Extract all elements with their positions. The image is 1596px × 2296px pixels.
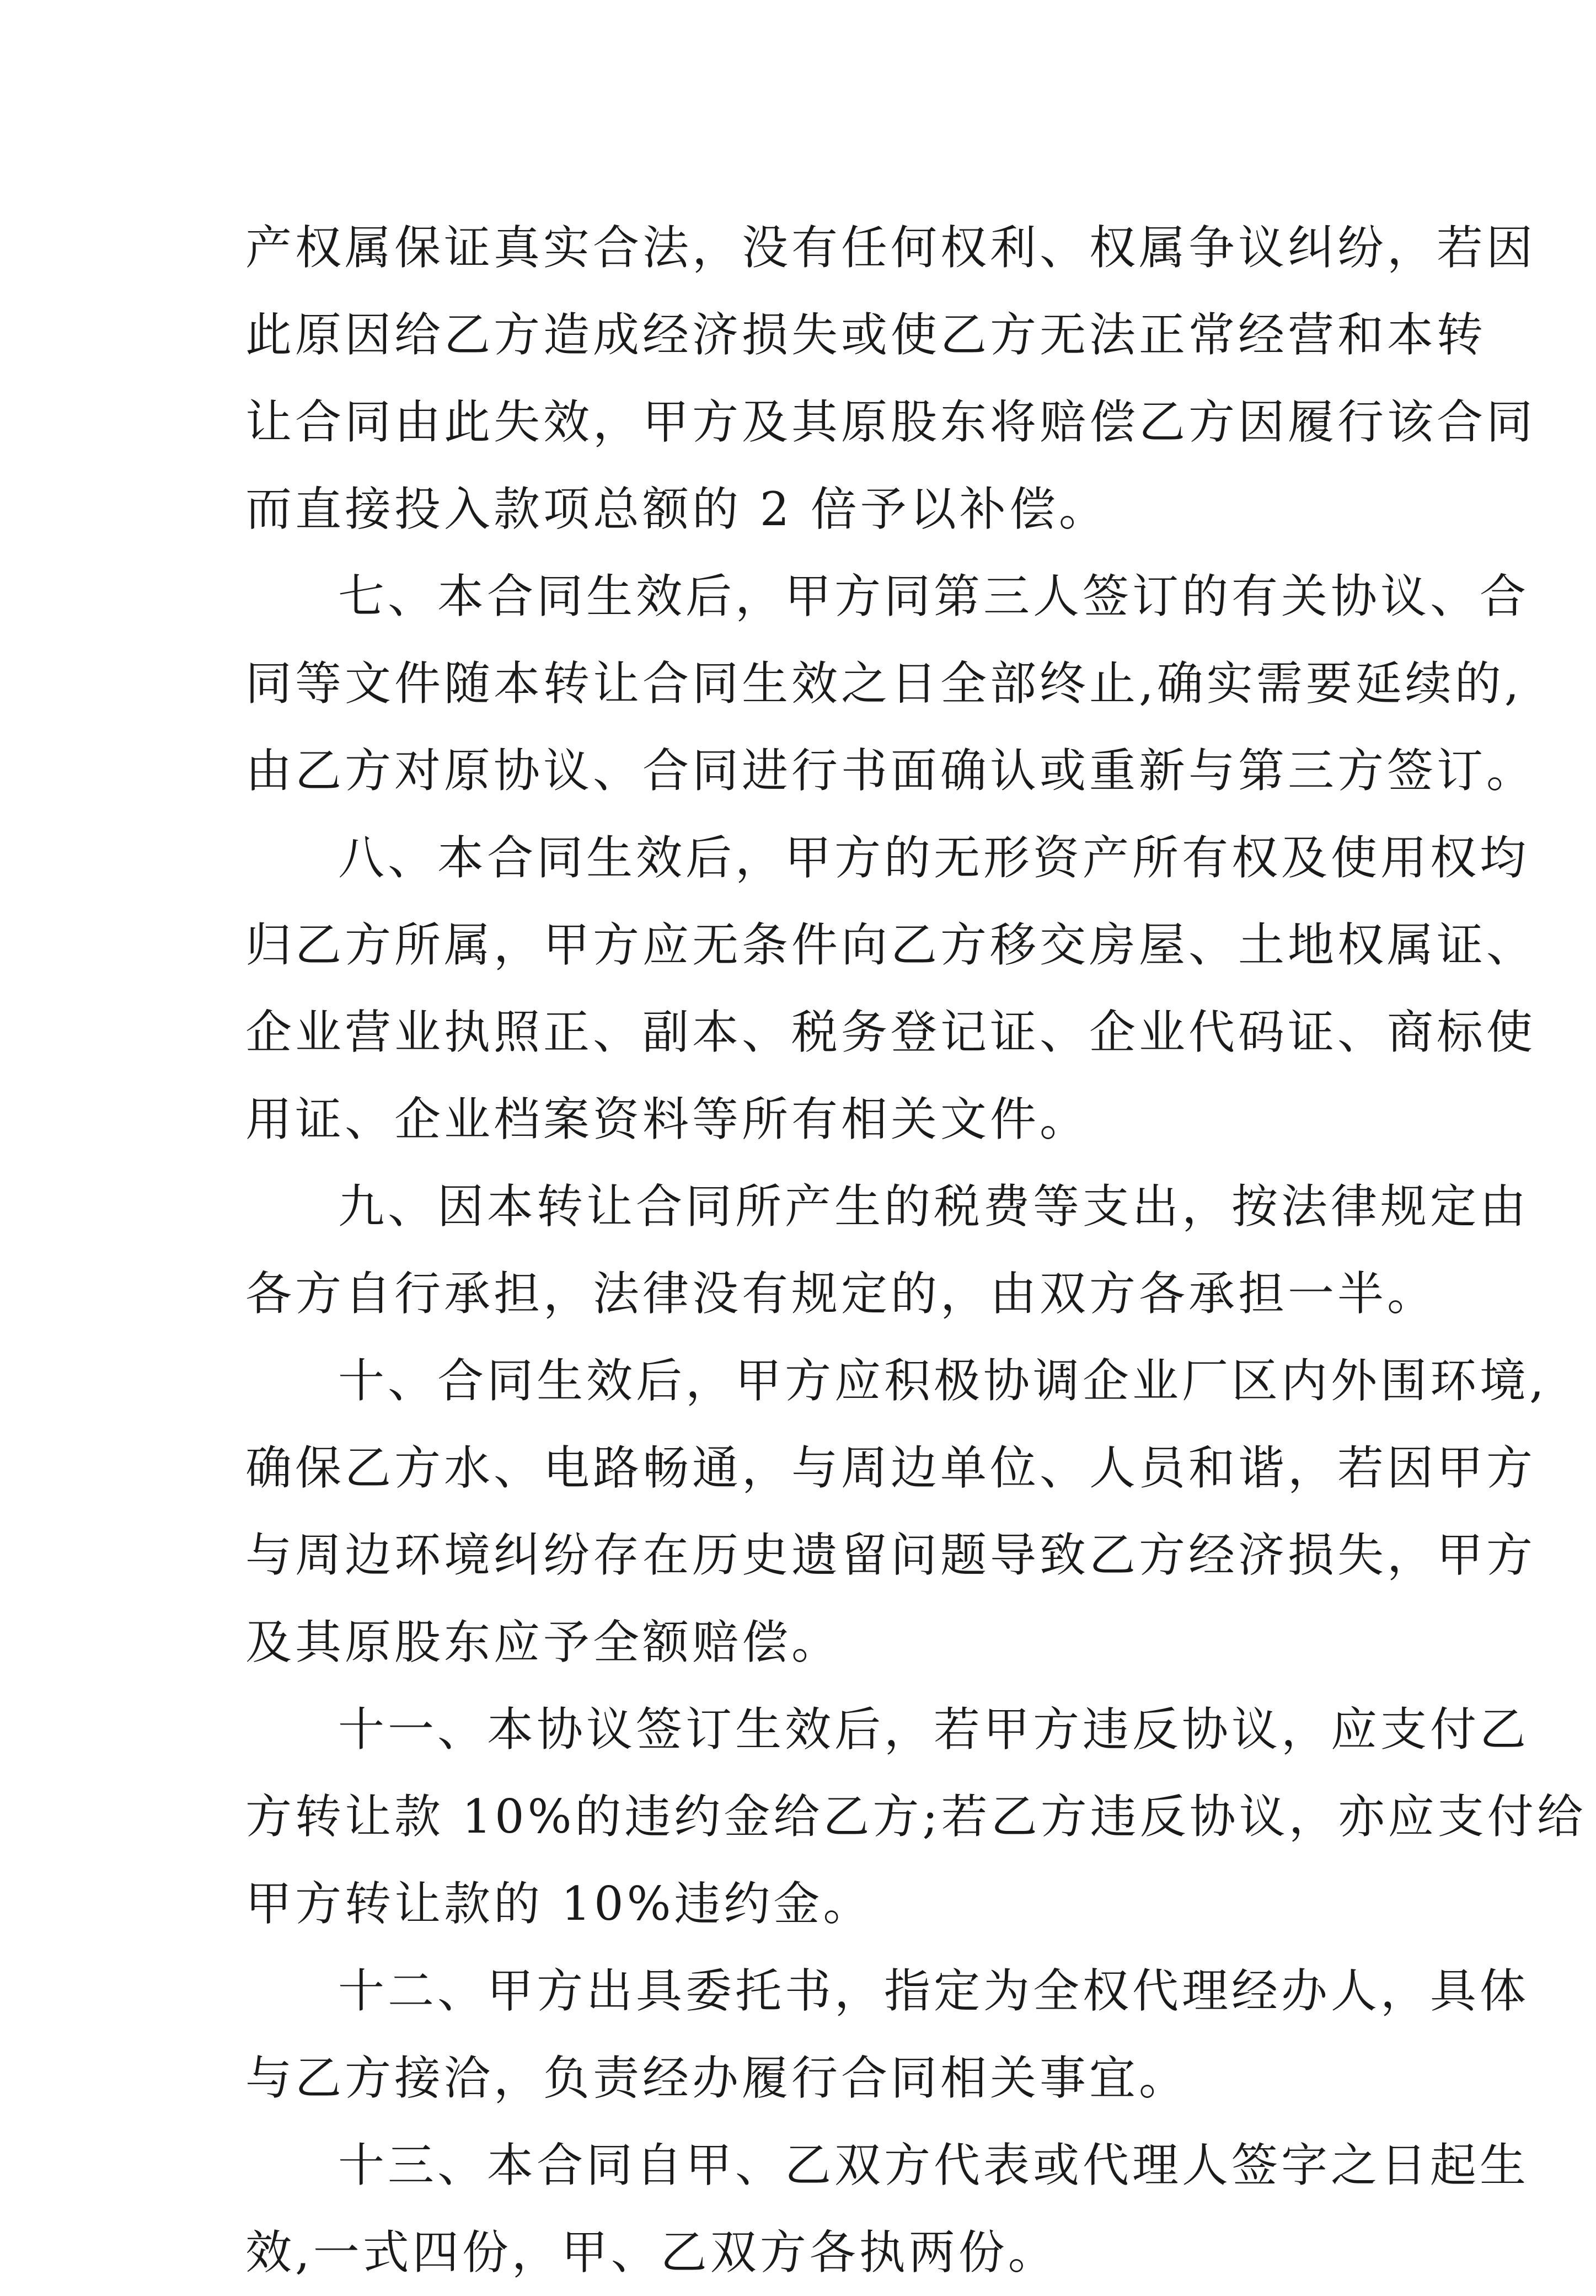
- text-line: 七、本合同生效后，甲方同第三人签订的有关协议、合: [338, 569, 1530, 623]
- text-line: 企业营业执照正、副本、税务登记证、企业代码证、商标使: [245, 1005, 1536, 1059]
- clause-9: [245, 1163, 1530, 1337]
- text-line: 九、因本转让合同所产生的税费等支出，按法律规定由: [338, 1179, 1530, 1234]
- clause-10: [245, 1337, 1547, 1686]
- text-line: 与周边环境纠纷存在历史遗留问题导致乙方经济损失，甲方: [245, 1528, 1536, 1582]
- text-line: 此原因给乙方造成经济损失或使乙方无法正常经营和本转: [245, 308, 1487, 362]
- text-line: 用证、企业档案资料等所有相关文件。: [245, 1092, 1090, 1146]
- text-line: 效,一式四份，甲、乙双方各执两份。: [245, 2225, 1058, 2279]
- text-line: 十一、本协议签订生效后，若甲方违反协议，应支付乙: [338, 1702, 1530, 1756]
- text-line: 与乙方接洽，负责经办履行合同相关事宜。: [245, 2051, 1189, 2105]
- text-line: 而直接投入款项总额的 2 倍予以补偿。: [245, 482, 1108, 536]
- clause-12: [245, 1947, 1530, 2122]
- text-line: 甲方转让款的 10%违约金。: [245, 1877, 873, 1931]
- text-line: 十二、甲方出具委托书，指定为全权代理经办人，具体: [338, 1964, 1530, 2018]
- text-line: 归乙方所属，甲方应无条件向乙方移交房屋、土地权属证、: [245, 918, 1536, 972]
- text-line: 确保乙方水、电路畅通，与周边单位、人员和谐，若因甲方: [245, 1441, 1536, 1495]
- text-line: 十、合同生效后，甲方应积极协调企业厂区内外围环境,: [338, 1354, 1547, 1408]
- text-line: 让合同由此失效，甲方及其原股东将赔偿乙方因履行该合同: [245, 395, 1536, 449]
- text-line: 产权属保证真实合法，没有任何权利、权属争议纠纷，若因: [245, 221, 1536, 275]
- paragraph-6-continued: [245, 204, 1536, 553]
- text-line: 各方自行承担，法律没有规定的，由双方各承担一半。: [245, 1267, 1437, 1321]
- text-line: 同等文件随本转让合同生效之日全部终止,确实需要延续的,: [245, 656, 1523, 711]
- text-line: 及其原股东应予全额赔偿。: [245, 1615, 842, 1669]
- clause-11: [245, 1686, 1587, 1947]
- clause-8: [245, 814, 1536, 1163]
- clause-7: [245, 553, 1536, 814]
- text-line: 十三、本合同自甲、乙双方代表或代理人签字之日起生: [338, 2138, 1530, 2192]
- document-body: [245, 204, 1587, 2296]
- text-line: 八、本合同生效后，甲方的无形资产所有权及使用权均: [338, 831, 1530, 885]
- text-line: 由乙方对原协议、合同进行书面确认或重新与第三方签订。: [245, 744, 1536, 798]
- text-line: 方转让款 10%的违约金给乙方;若乙方违反协议，亦应支付给: [245, 1790, 1587, 1844]
- clause-13: [245, 2122, 1530, 2296]
